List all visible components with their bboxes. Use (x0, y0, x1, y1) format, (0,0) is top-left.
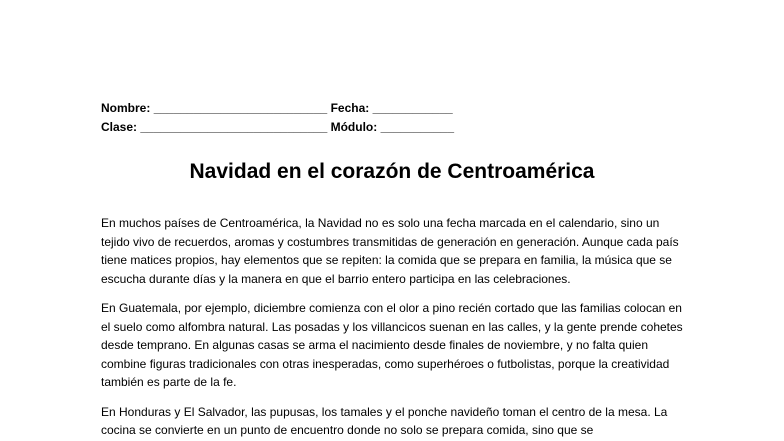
document-body (101, 214, 691, 441)
paragraph: En Honduras y El Salvador, las pupusas, los tamales y el ponche navideño toman el centro de la mesa. La cocina se convierte en un punto de encuentro donde no solo se prepara comida, sino que se (101, 404, 668, 437)
nombre-blank: __________________________ (153, 101, 328, 115)
nombre-label: Nombre: (101, 101, 151, 115)
clase-blank: ____________________________ (140, 120, 328, 134)
modulo-blank: ___________ (380, 120, 455, 134)
modulo-label: Módulo: (330, 120, 378, 134)
name-date-line (101, 100, 453, 116)
document-title: Navidad en el corazón de Centroamérica (189, 160, 595, 183)
fecha-blank: ____________ (372, 101, 453, 115)
paragraph: En Guatemala, por ejemplo, diciembre comienza con el olor a pino recién cortado que las familias colocan en el suelo como alfombra natural. Las posadas y los villancicos suenan en las calles, y la gente prende cohetes desde temprano. En algunas casas se arma el nacimiento desde finales de noviembre, y no falta quien combine figuras tradicionales con otras inesperadas, como superhéroes o futbolistas, porque la creatividad también es parte de la fe. (101, 301, 683, 389)
clase-label: Clase: (101, 120, 138, 134)
class-module-line (101, 119, 454, 135)
paragraph: En muchos países de Centroamérica, la Navidad no es solo una fecha marcada en el calendario, sino un tejido vivo de recuerdos, aromas y costumbres transmitidas de generación en generación. Aunque cada país tiene matices propios, hay elementos que se repiten: la comida que se prepara en familia, la música que se escucha durante días y la manera en que el barrio entero participa en las celebraciones. (101, 216, 679, 286)
fecha-label: Fecha: (330, 101, 370, 115)
